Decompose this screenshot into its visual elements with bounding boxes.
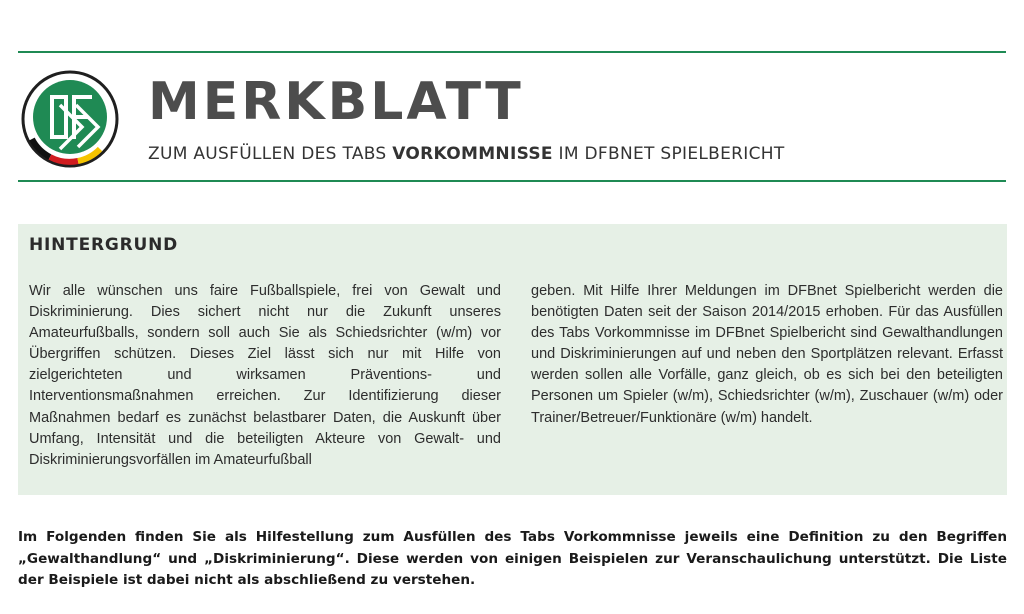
hintergrund-text-right: geben. Mit Hilfe Ihrer Meldungen im DFBnet Spielbericht werden die benötigten Daten seit der Saison 2014/2015 erhoben. Für das Ausfüllen des Tabs Vorkommnisse im DFBnet Spielbericht sind Gewalthandlungen und Diskriminierungen auf und neben den Sportplätzen relevant. Erfasst werden sollen alle Vorfälle, ganz gleich, ob es sich bei den beteiligten Personen um Spieler (w/m), Schiedsrichter (w/m), Zuschauer (w/m) oder Trainer/Betreuer/Funktionäre (w/m) handelt. [531, 283, 1003, 426]
hintergrund-box [18, 224, 1007, 495]
page-subtitle [148, 143, 785, 165]
intro-paragraph: Im Folgenden finden Sie als Hilfestellung zum Ausfüllen des Tabs Vorkommnisse jeweils eine Definition zu den Begriffen „Gewalthandlung“ und „Diskriminierung“. Diese werden von einigen Beispielen zur Veranschaulichung unterstützt. Die Liste der Beispiele ist dabei nicht als abschließend zu verstehen. [18, 529, 1007, 588]
subtitle-prefix: ZUM AUSFÜLLEN DES TABS [148, 144, 393, 164]
dfb-logo-icon [20, 69, 120, 169]
top-divider [18, 51, 1006, 53]
hintergrund-heading: HINTERGRUND [29, 235, 179, 255]
header-divider [18, 180, 1006, 182]
subtitle-suffix: IM DFBNET SPIELBERICHT [552, 144, 785, 164]
page-title: MERKBLATT [148, 72, 524, 132]
subtitle-highlight: VORKOMMNISSE [392, 144, 553, 164]
hintergrund-text-left: Wir alle wünschen uns faire Fußballspiele, frei von Gewalt und Diskriminierung. Dies sichert nicht nur die Zukunft unseres Amateurfußballs, sondern soll auch Sie als Schiedsrichter (w/m) vor Übergriffen schützen. Dieses Ziel lässt sich nur mit Hilfe von zielgerichteten und wirksamen Präventions- und Interventionsmaßnahmen erreichen. Zur Identifizierung dieser Maßnahmen bedarf es zunächst belastbarer Daten, die Auskunft über Umfang, Intensität und die beteiligten Akteure von Gewalt- und Diskriminierungsvorfällen im Amateurfußball [29, 283, 501, 468]
